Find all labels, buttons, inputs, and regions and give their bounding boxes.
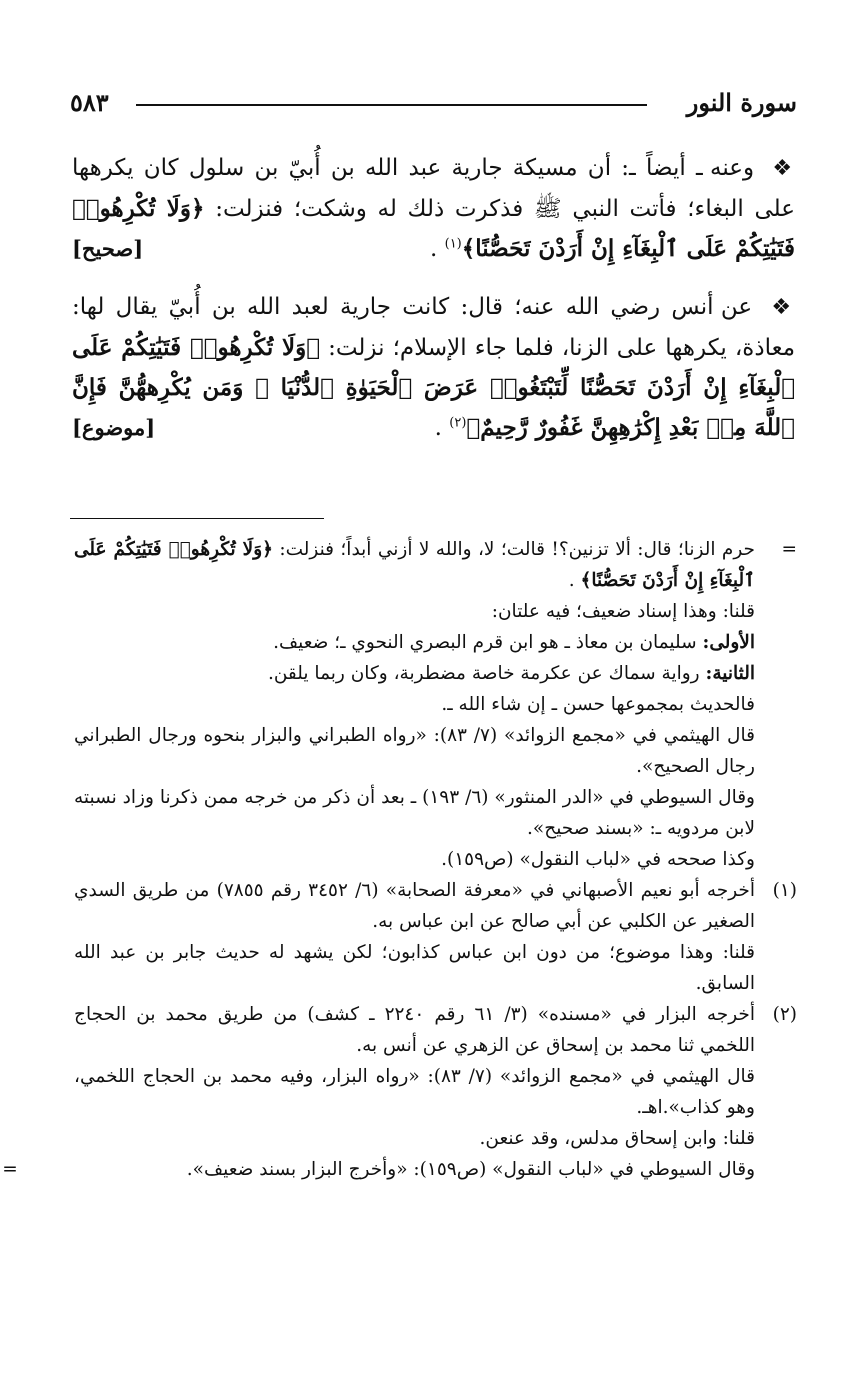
footnote-line: فالحديث بمجموعها حسن ـ إن شاء الله ـ. (441, 694, 755, 715)
footnote-2 (2, 999, 797, 1185)
defect-text: سليمان بن معاذ ـ هو ابن قرم البصري النحوي ـ؛ ضعيف. (273, 632, 697, 653)
defect-text: رواية سماك عن عكرمة خاصة مضطربة، وكان ربما يلقن. (267, 663, 700, 684)
footnote-line (74, 534, 755, 596)
footnote-line: وقال السيوطي في «الدر المنثور» (٦/ ١٩٣) ـ بعد أن ذكر من خرجه ممن ذكرنا وزاد نسبته لابن مردويه ـ: «بسند صحيح». (74, 787, 755, 839)
footnote-text: حرم الزنا؛ قال: ألا تزنين؟! قالت؛ لا، والله لا أزني أبداً؛ فنزلت: (279, 539, 755, 560)
footnote-line (74, 658, 755, 689)
defect-label: الثانية: (705, 663, 755, 684)
grade-badge: [صحيح] (72, 236, 144, 261)
quran-verse: ﴿وَلَا تُكْرِهُوا۟ فَتَيَٰتِكُمْ عَلَى ٱلْبِغَآءِ إِنْ أَرَدْنَ تَحَصُّنًا﴾ (74, 539, 755, 591)
continuation-mark: = (2, 1159, 18, 1180)
footnote-line: أخرجه أبو نعيم الأصبهاني في «معرفة الصحابة» (٦/ ٣٤٥٢ رقم ٧٨٥٥) من طريق السدي الصغير عن الكلبي عن أبي صالح عن ابن عباس به. (74, 880, 755, 932)
footnote-1 (74, 875, 797, 999)
grade-badge: [موضوع] (72, 415, 156, 440)
quran-verse: ﴿وَلَا تُكْرِهُوا۟ فَتَيَٰتِكُمْ عَلَى ٱلْبِغَآءِ إِنْ أَرَدْنَ تَحَصُّنًا لِّتَبْتَغُوا۟ عَرَضَ ٱلْحَيَوٰةِ ٱلدُّنْيَا ۚ وَمَن يُكْرِههُّنَّ فَإِنَّ ٱللَّهَ مِنۢ بَعْدِ إِكْرَٰهِهِنَّ غَفُورٌ رَّحِيمٌ﴾ (72, 334, 795, 441)
page-number: ٥٨٣ (70, 88, 109, 117)
hadith-text: وعنه ـ أيضاً ـ: أن مسيكة جارية عبد الله بن أُبيّ بن سلول كان يكرهها على البغاء؛ فأتت النبي ﷺ فذكرت ذلك له وشكت؛ فنزلت: (72, 155, 796, 222)
main-text (72, 148, 795, 458)
footnote-line: قلنا: وهذا موضوع؛ من دون ابن عباس كذابون؛ لكن يشهد له حديث جابر بن عبد الله السابق. (74, 942, 755, 994)
footnote-number: (١) (772, 880, 797, 901)
footnote-line: قلنا: وابن إسحاق مدلس، وقد عنعن. (479, 1128, 755, 1149)
footnotes (2, 534, 797, 1185)
header-rule (136, 104, 647, 106)
hadith-2 (72, 287, 795, 448)
hadith-text: عن أنس رضي الله عنه؛ قال: كانت جارية لعبد الله بن أُبيّ يقال لها: معاذة، يكرهها على الزنا، فلما جاء الإسلام؛ نزلت: (72, 294, 796, 361)
footnote-line: وقال السيوطي في «لباب النقول» (ص١٥٩): «وأخرج البزار بسند ضعيف». (186, 1159, 755, 1180)
page-header (70, 86, 797, 120)
footnote-line: قال الهيثمي في «مجمع الزوائد» (٧/ ٨٣): «رواه البزار، وفيه محمد بن الحجاج اللخمي، وهو كذاب».اهـ. (74, 1066, 755, 1118)
footnote-line: قال الهيثمي في «مجمع الزوائد» (٧/ ٨٣): «رواه الطبراني والبزار بنحوه ورجال الطبراني رجال الصحيح». (74, 725, 755, 777)
footnote-ref[interactable]: (٢) (449, 415, 467, 431)
footnote-text-end: . (568, 570, 575, 591)
hadith-text-end: . (434, 415, 442, 441)
defect-label: الأولى: (702, 632, 755, 653)
hadith-text-end: . (429, 236, 438, 262)
footnote-number: (٢) (772, 1004, 797, 1025)
quran-verse: ﴿وَلَا تُكْرِهُوا۟ فَتَيَٰتِكُمْ عَلَى ٱلْبِغَآءِ إِنْ أَرَدْنَ تَحَصُّنًا﴾ (72, 195, 795, 262)
footnote-line: وكذا صححه في «لباب النقول» (ص١٥٩). (441, 849, 755, 870)
footnote-line (74, 627, 755, 658)
footnote-ref[interactable]: (١) (444, 236, 462, 252)
diamond-icon: ❖ (772, 156, 796, 181)
footnote-line: قلنا: وهذا إسناد ضعيف؛ فيه علتان: (491, 601, 755, 622)
diamond-icon: ❖ (771, 295, 795, 320)
surah-title: سورة النور (686, 88, 797, 117)
footnote-separator (70, 518, 324, 519)
footnote-continuation (74, 534, 797, 875)
hadith-1 (72, 148, 795, 269)
footnote-line: أخرجه البزار في «مسنده» (٣/ ٦١ رقم ٢٢٤٠ ـ كشف) من طريق محمد بن الحجاج اللخمي ثنا محمد بن إسحاق عن الزهري عن أنس به. (74, 1004, 755, 1056)
continuation-mark: = (781, 539, 797, 560)
